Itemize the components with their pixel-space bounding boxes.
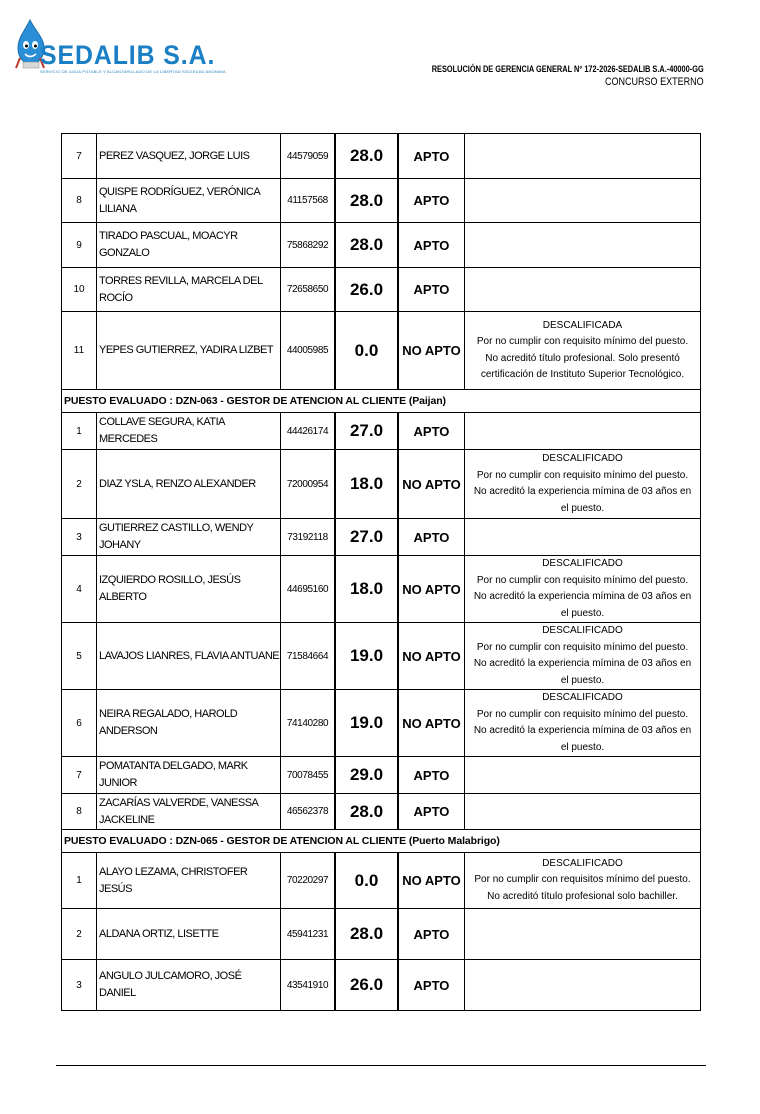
observation (465, 960, 701, 1011)
logo-wordmark: SEDALIB S.A. (40, 40, 216, 70)
candidate-score: 0.0 (335, 853, 398, 909)
candidate-dni: 44426174 (281, 413, 336, 450)
observation (465, 757, 701, 794)
candidate-result: APTO (398, 223, 465, 268)
candidate-dni: 73192118 (281, 519, 336, 556)
table-row (62, 268, 701, 312)
candidate-name-line: NEIRA REGALADO, HAROLD (99, 708, 238, 720)
observation-line: Por no cumplir con requisitos mínimo del puesto. (474, 874, 691, 886)
candidate-name-line: TORRES REVILLA, MARCELA DEL (99, 274, 263, 287)
observation-line: certificación de Instituto Superior Tecnológico. (480, 369, 685, 380)
observation-line: el puesto. (560, 741, 605, 753)
observation-line: DESCALIFICADO (542, 692, 623, 703)
observation-line: No acreditó título profesional solo bachiller. (487, 890, 678, 902)
candidate-dni: 41157568 (281, 179, 336, 223)
candidate-dni: 44005985 (281, 312, 336, 390)
candidate-score: 28.0 (335, 134, 398, 179)
section-heading: PUESTO EVALUADO : DZN-063 - GESTOR DE ATENCION AL CLIENTE (Paijan) (62, 390, 701, 413)
table-row (62, 794, 701, 830)
row-number: 5 (62, 623, 97, 690)
observation-line: el puesto. (560, 674, 605, 686)
candidate-dni: 70078455 (281, 757, 336, 794)
resolution-header (372, 64, 704, 88)
candidate-name-line: ANDERSON (99, 725, 158, 737)
row-number: 11 (62, 312, 97, 390)
candidate-dni: 70220297 (281, 853, 336, 909)
section-row (62, 390, 701, 413)
table-row (62, 909, 701, 960)
section-heading: PUESTO EVALUADO : DZN-065 - GESTOR DE ATENCION AL CLIENTE (Puerto Malabrigo) (62, 830, 701, 853)
row-number: 6 (62, 690, 97, 757)
observation-line: No acreditó la experiencia mímina de 03 años en (473, 591, 692, 602)
row-number: 8 (62, 179, 97, 223)
candidate-result: NO APTO (398, 556, 465, 623)
observation (465, 312, 701, 390)
table-row (62, 519, 701, 556)
observation-line: DESCALIFICADO (542, 453, 623, 464)
candidate-result: APTO (398, 794, 465, 830)
table-row (62, 413, 701, 450)
candidate-name (97, 757, 281, 794)
candidate-result: APTO (398, 134, 465, 179)
candidate-name-line: ROCÍO (99, 291, 133, 304)
sedalib-logo (14, 18, 226, 74)
row-number: 7 (62, 134, 97, 179)
observation (465, 413, 701, 450)
candidate-dni: 44579059 (281, 134, 336, 179)
candidate-score: 28.0 (335, 179, 398, 223)
candidate-result: APTO (398, 519, 465, 556)
candidate-name-line: QUISPE RODRÍGUEZ, VERÓNICA (99, 185, 261, 198)
candidate-name-line: COLLAVE SEGURA, KATIA MERCEDES (99, 416, 225, 445)
candidate-score: 18.0 (335, 556, 398, 623)
row-number: 8 (62, 794, 97, 830)
candidate-name (97, 223, 281, 268)
candidate-name-line: JOHANY (99, 539, 141, 551)
observation-line: DESCALIFICADO (542, 558, 623, 569)
candidate-result: NO APTO (398, 853, 465, 909)
candidate-result: APTO (398, 179, 465, 223)
candidate-name-line: PEREZ VASQUEZ, JORGE LUIS (99, 149, 250, 162)
candidate-result: APTO (398, 413, 465, 450)
candidate-result: APTO (398, 268, 465, 312)
observation-line: Por no cumplir con requisito mínimo del puesto. (476, 469, 689, 481)
candidate-score: 26.0 (335, 960, 398, 1011)
candidate-name-line: IZQUIERDO ROSILLO, JESÚS (99, 574, 241, 586)
row-number: 2 (62, 450, 97, 519)
resolution-title: RESOLUCIÓN DE GERENCIA GENERAL N° 172-2026-SEDALIB S.A.-40000-GG (432, 64, 704, 74)
candidate-result: NO APTO (398, 623, 465, 690)
row-number: 3 (62, 519, 97, 556)
candidate-name (97, 413, 281, 450)
row-number: 1 (62, 413, 97, 450)
candidate-dni: 46562378 (281, 794, 336, 830)
observation (465, 556, 701, 623)
observation-line: Por no cumplir con requisito mínimo del puesto. (476, 708, 689, 720)
observation-line: No acreditó título profesional. Solo presentó (485, 352, 680, 364)
candidate-name-line: ALBERTO (99, 591, 147, 603)
candidate-name-line: YEPES GUTIERREZ, YADIRA LIZBET (99, 344, 274, 356)
observation-line: Por no cumplir con requisito mínimo del puesto. (476, 574, 689, 586)
candidate-name-line: ZACARÍAS VALVERDE, VANESSA (99, 796, 259, 809)
candidate-name-line: TIRADO PASCUAL, MOACYR (99, 230, 238, 242)
candidate-score: 29.0 (335, 757, 398, 794)
table-row (62, 179, 701, 223)
candidate-name (97, 556, 281, 623)
candidate-score: 27.0 (335, 519, 398, 556)
candidate-name (97, 268, 281, 312)
observation (465, 179, 701, 223)
row-number: 10 (62, 268, 97, 312)
candidate-score: 19.0 (335, 690, 398, 757)
candidate-name-line: LILIANA (99, 202, 137, 215)
candidate-name (97, 134, 281, 179)
observation-line: el puesto. (560, 502, 605, 514)
candidate-score: 18.0 (335, 450, 398, 519)
table-row (62, 450, 701, 519)
candidate-score: 26.0 (335, 268, 398, 312)
candidate-dni: 72000954 (281, 450, 336, 519)
candidate-name (97, 690, 281, 757)
candidate-dni: 72658650 (281, 268, 336, 312)
candidate-result: NO APTO (398, 690, 465, 757)
candidate-dni: 45941231 (281, 909, 336, 960)
candidate-score: 19.0 (335, 623, 398, 690)
candidate-name (97, 312, 281, 390)
candidate-name-line: ANGULO JULCAMORO, JOSÉ DANIEL (99, 970, 242, 999)
observation (465, 268, 701, 312)
footer-divider (56, 1065, 706, 1066)
observation (465, 909, 701, 960)
table-row (62, 134, 701, 179)
candidate-name-line: JUNIOR (99, 777, 137, 789)
observation (465, 519, 701, 556)
candidate-score: 28.0 (335, 794, 398, 830)
results-table-body (62, 134, 701, 1011)
observation-line: DESCALIFICADO (542, 625, 623, 636)
observation-line: No acreditó la experiencia mímina de 03 años en (473, 486, 692, 497)
candidate-result: NO APTO (398, 450, 465, 519)
candidate-name (97, 519, 281, 556)
observation (465, 623, 701, 690)
observation (465, 450, 701, 519)
candidate-result: APTO (398, 757, 465, 794)
table-row (62, 623, 701, 690)
candidate-result: NO APTO (398, 312, 465, 390)
row-number: 7 (62, 757, 97, 794)
row-number: 4 (62, 556, 97, 623)
candidate-result: APTO (398, 960, 465, 1011)
row-number: 3 (62, 960, 97, 1011)
observation-line: No acreditó la experiencia mímina de 03 años en (473, 658, 692, 669)
candidate-name (97, 794, 281, 830)
candidate-name-line: ALDANA ORTIZ, LISETTE (99, 927, 219, 940)
observation (465, 853, 701, 909)
candidate-name (97, 179, 281, 223)
logo-subtitle: SERVICIO DE AGUA POTABLE Y ALCANTARILLADO DE LA LIBERTAD SOCIEDAD ANONIMA (40, 69, 226, 74)
table-row (62, 690, 701, 757)
candidate-dni: 44695160 (281, 556, 336, 623)
observation-line: DESCALIFICADO (542, 857, 623, 869)
table-row (62, 960, 701, 1011)
candidate-name (97, 450, 281, 519)
row-number: 2 (62, 909, 97, 960)
observation-line: DESCALIFICADA (542, 319, 623, 331)
resolution-subtitle: CONCURSO EXTERNO (605, 76, 704, 88)
candidate-name (97, 909, 281, 960)
observation-line: el puesto. (560, 607, 605, 619)
candidate-score: 0.0 (335, 312, 398, 390)
candidate-name-line: ALAYO LEZAMA, CHRISTOFER JESÚS (99, 865, 248, 895)
section-row (62, 830, 701, 853)
observation (465, 794, 701, 830)
table-row (62, 853, 701, 909)
table-row (62, 223, 701, 268)
row-number: 1 (62, 853, 97, 909)
candidate-dni: 71584664 (281, 623, 336, 690)
results-table (61, 133, 701, 1011)
table-row (62, 312, 701, 390)
candidate-score: 28.0 (335, 223, 398, 268)
candidate-name-line: GUTIERREZ CASTILLO, WENDY (99, 522, 254, 534)
candidate-score: 27.0 (335, 413, 398, 450)
row-number: 9 (62, 223, 97, 268)
candidate-name-line: JACKELINE (99, 813, 155, 826)
candidate-dni: 43541910 (281, 960, 336, 1011)
candidate-score: 28.0 (335, 909, 398, 960)
candidate-name-line: DIAZ YSLA, RENZO ALEXANDER (99, 477, 256, 490)
candidate-name-line: POMATANTA DELGADO, MARK (99, 760, 248, 772)
observation-line: No acreditó la experiencia mímina de 03 años en (473, 725, 692, 736)
table-row (62, 757, 701, 794)
candidate-name (97, 960, 281, 1011)
observation-line: Por no cumplir con requisito mínimo del puesto. (476, 641, 689, 653)
candidate-name-line: LAVAJOS LIANRES, FLAVIA ANTUANE (99, 649, 280, 662)
table-row (62, 556, 701, 623)
observation (465, 223, 701, 268)
candidate-dni: 75868292 (281, 223, 336, 268)
candidate-name (97, 623, 281, 690)
candidate-result: APTO (398, 909, 465, 960)
observation (465, 690, 701, 757)
candidate-dni: 74140280 (281, 690, 336, 757)
candidate-name-line: GONZALO (99, 247, 150, 259)
candidate-name (97, 853, 281, 909)
observation (465, 134, 701, 179)
observation-line: Por no cumplir con requisito mínimo del puesto. (476, 336, 689, 347)
